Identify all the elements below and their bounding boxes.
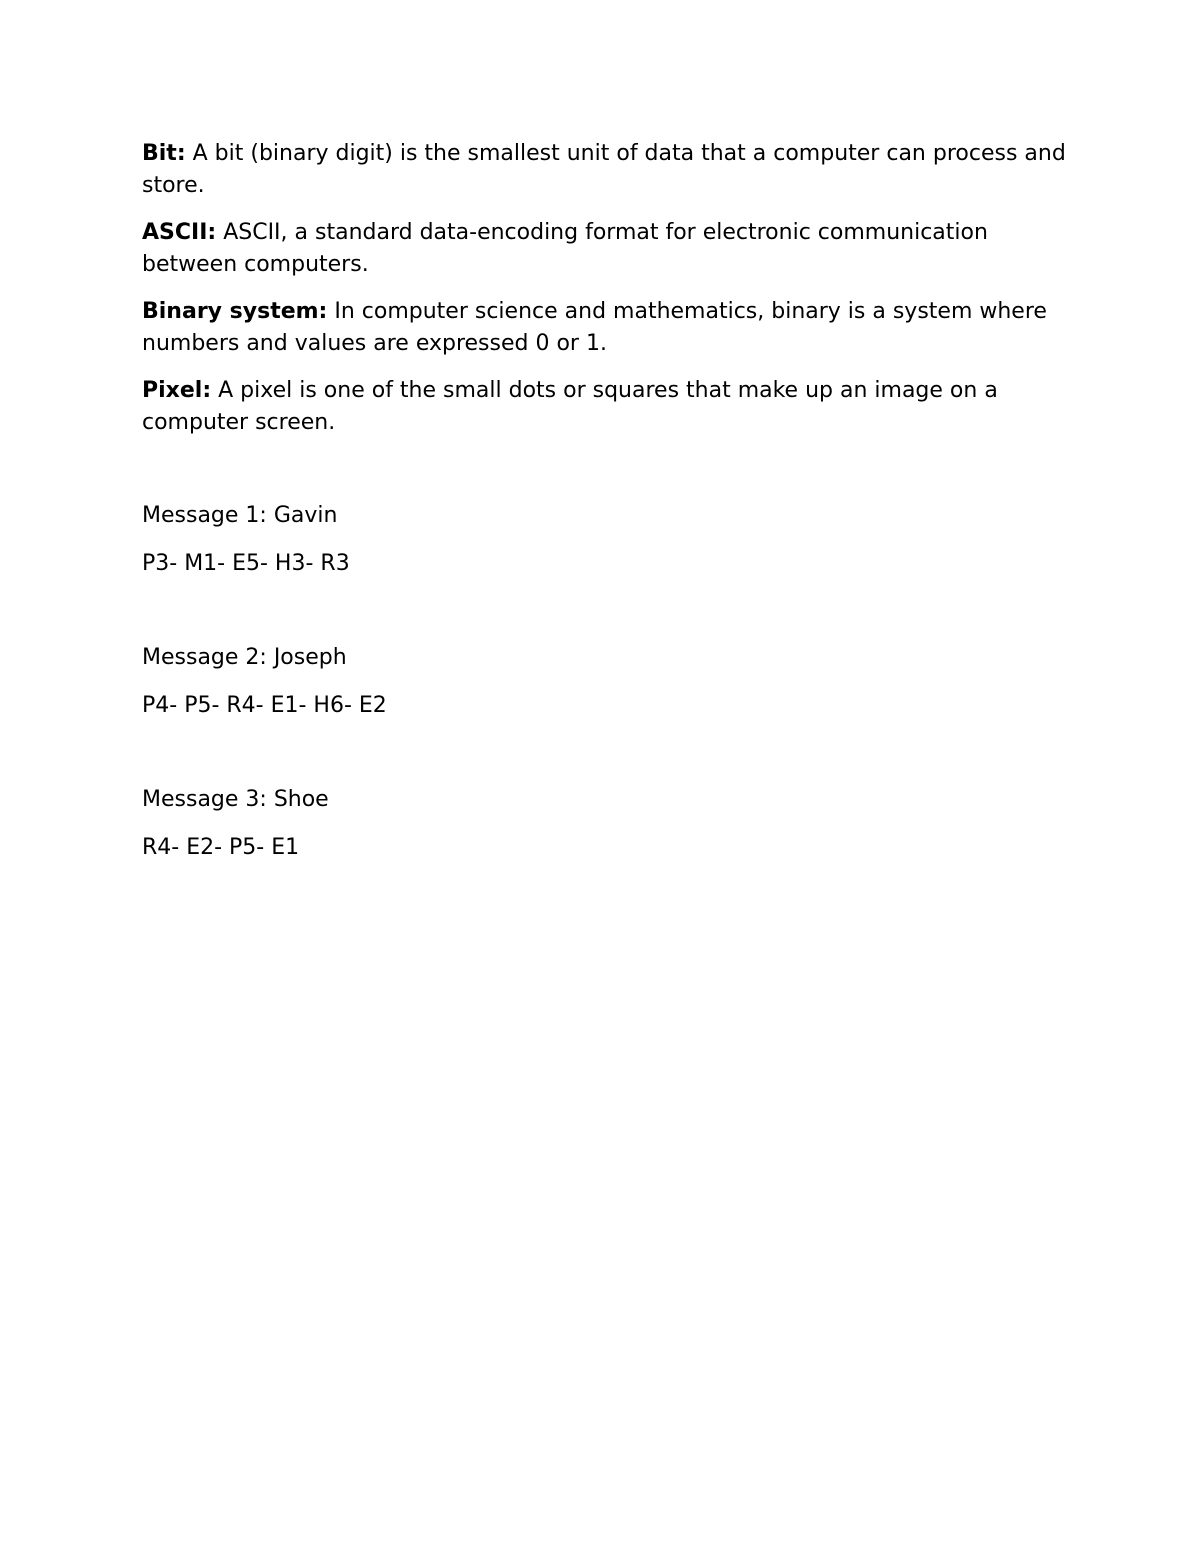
definition-term: Bit: — [142, 141, 186, 166]
message-code: R4- E2- P5- E1 — [142, 835, 300, 860]
definition-term: Pixel: — [142, 378, 212, 403]
definition-pixel — [142, 375, 1082, 439]
message-spacer — [142, 722, 1082, 784]
definition-text: In computer science and mathematics, binary is a system where numbers and values are expressed 0 or 1. — [142, 299, 1047, 356]
message-1 — [142, 500, 1082, 580]
definition-term: Binary system: — [142, 299, 328, 324]
definition-text: ASCII, a standard data-encoding format for electronic communication between computers. — [142, 220, 988, 277]
definition-bit — [142, 138, 1082, 202]
definition-ascii — [142, 217, 1082, 281]
message-2 — [142, 642, 1082, 722]
message-title: Message 1: Gavin — [142, 503, 338, 528]
definition-binary-system — [142, 296, 1082, 360]
message-title: Message 3: Shoe — [142, 787, 329, 812]
message-spacer — [142, 580, 1082, 642]
definition-text: A bit (binary digit) is the smallest unit of data that a computer can process and store. — [142, 141, 1066, 198]
section-spacer — [142, 454, 1082, 500]
message-title: Message 2: Joseph — [142, 645, 347, 670]
definition-term: ASCII: — [142, 220, 217, 245]
message-code: P3- M1- E5- H3- R3 — [142, 551, 350, 576]
message-3 — [142, 784, 1082, 864]
definition-text: A pixel is one of the small dots or squares that make up an image on a computer screen. — [142, 378, 998, 435]
message-code: P4- P5- R4- E1- H6- E2 — [142, 693, 387, 718]
document-body — [142, 138, 1082, 864]
